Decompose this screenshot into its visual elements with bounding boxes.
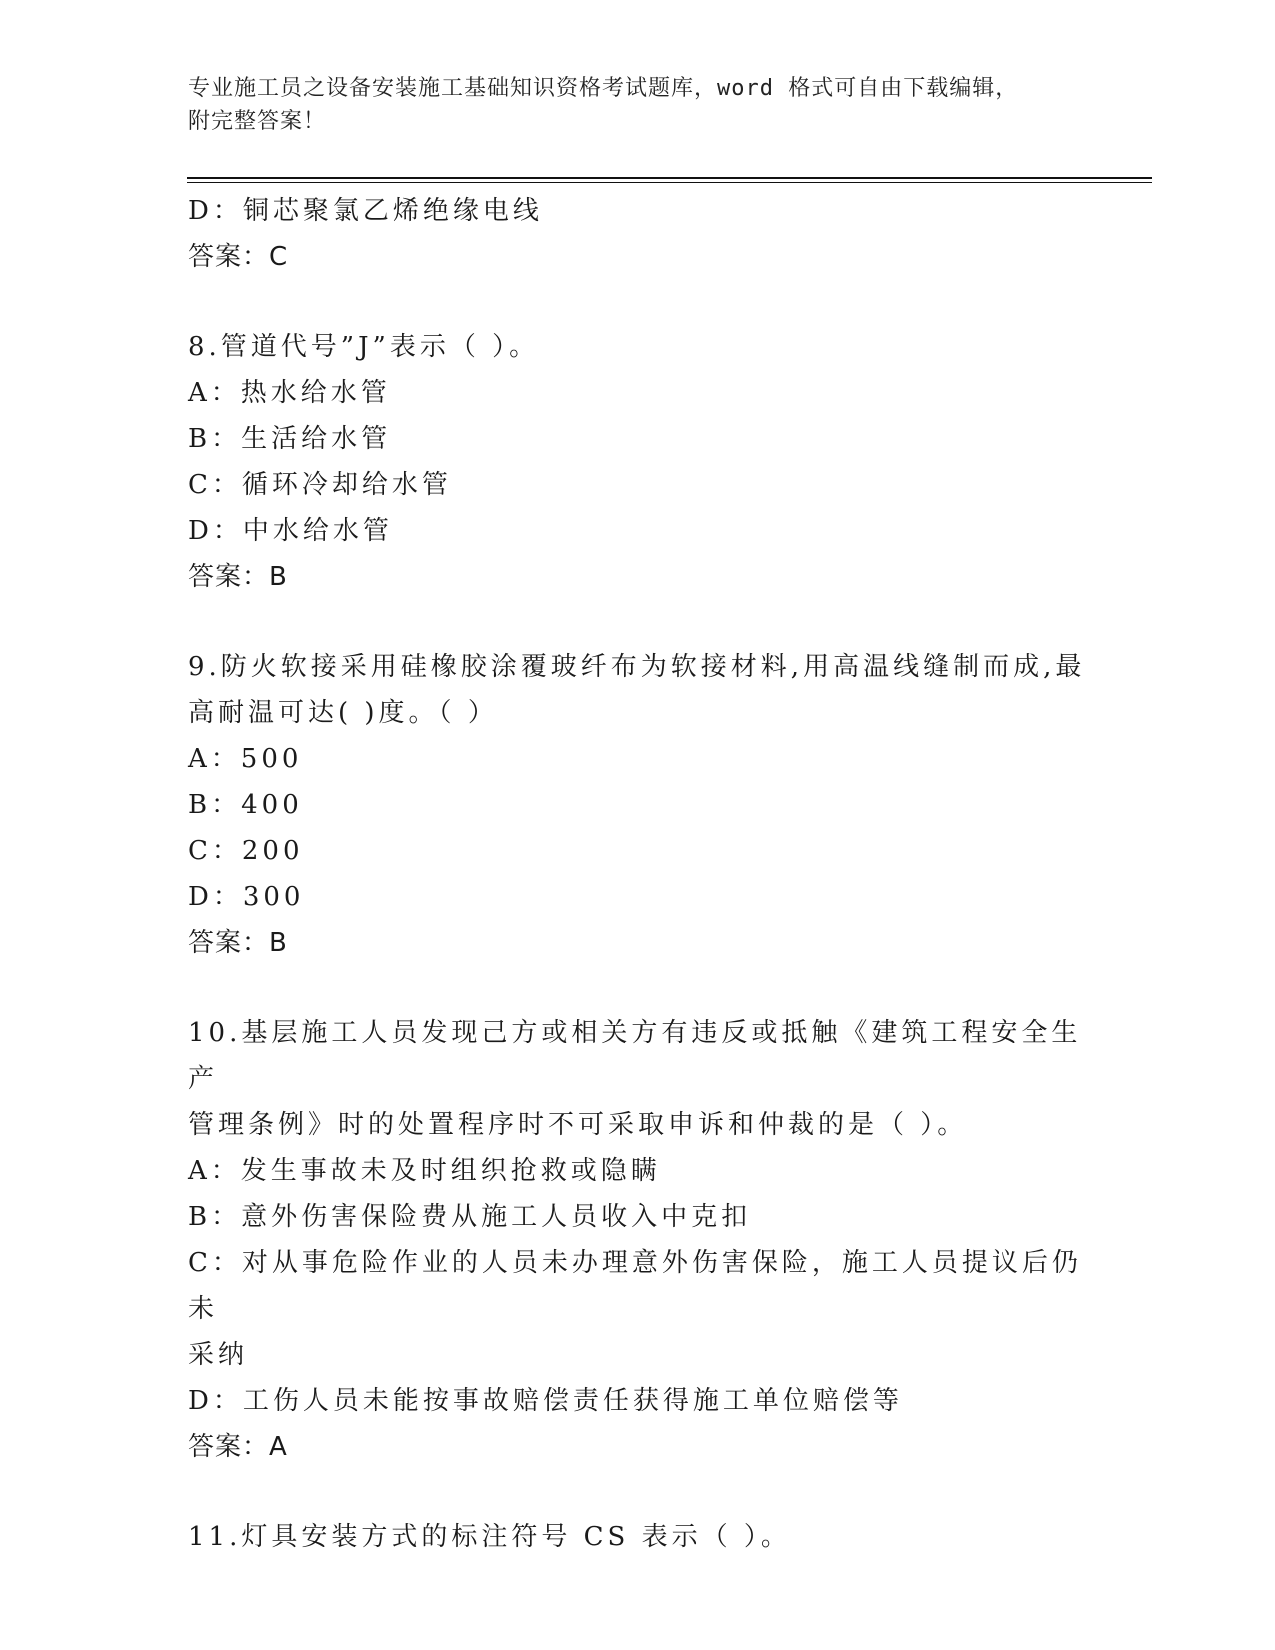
- q10-option-d: D：工伤人员未能按事故赔偿责任获得施工单位赔偿等: [188, 1386, 903, 1416]
- q10-option-c-line-1: C：对从事危险作业的人员未办理意外伤害保险，施工人员提议后仍未: [188, 1248, 1082, 1324]
- q10-option-b: B：意外伤害保险费从施工人员收入中克扣: [188, 1202, 752, 1232]
- question-11: [188, 1514, 1088, 1560]
- q9-option-a: A：500: [188, 744, 303, 774]
- q10-stem-line-2: 管理条例》时的处置程序时不可采取申诉和仲裁的是（ ）。: [188, 1110, 968, 1140]
- question-10: [188, 1010, 1088, 1470]
- question-7-tail: [188, 188, 1088, 280]
- question-8: [188, 324, 1088, 600]
- q8-option-c: C：循环冷却给水管: [188, 470, 452, 500]
- q10-option-c-line-2: 采纳: [188, 1340, 249, 1370]
- header-line-1: 专业施工员之设备安装施工基础知识资格考试题库，word 格式可自由下载编辑，: [188, 76, 1019, 101]
- q11-stem: 11.灯具安装方式的标注符号 CS 表示（ ）。: [188, 1522, 791, 1552]
- q10-answer: 答案：A: [188, 1432, 288, 1462]
- header-rule-thin: [187, 182, 1152, 183]
- q9-answer: 答案：B: [188, 928, 288, 958]
- q9-stem-line-1: 9.防火软接采用硅橡胶涂覆玻纤布为软接材料,用高温线缝制而成,最: [188, 652, 1086, 682]
- question-9: [188, 644, 1088, 966]
- q10-stem-line-1: 10.基层施工人员发现己方或相关方有违反或抵触《建筑工程安全生产: [188, 1018, 1082, 1094]
- q10-option-a: A：发生事故未及时组织抢救或隐瞒: [188, 1156, 661, 1186]
- document-header: [188, 72, 1088, 138]
- q8-answer: 答案：B: [188, 562, 288, 592]
- q9-option-c: C：200: [188, 836, 304, 866]
- header-line-2: 附完整答案！: [188, 109, 327, 134]
- question-content: [188, 188, 1088, 1560]
- q7-answer: 答案：C: [188, 242, 289, 272]
- q8-option-b: B：生活给水管: [188, 424, 392, 454]
- q8-option-a: A：热水给水管: [188, 378, 391, 408]
- q7-option-d: D：铜芯聚氯乙烯绝缘电线: [188, 196, 543, 226]
- q9-option-d: D：300: [188, 882, 305, 912]
- q9-option-b: B：400: [188, 790, 303, 820]
- q9-stem-line-2: 高耐温可达( )度。（ ）: [188, 698, 498, 728]
- q8-stem: 8.管道代号”J”表示（ ）。: [188, 332, 540, 362]
- header-rule-thick: [187, 177, 1152, 179]
- q8-option-d: D：中水给水管: [188, 516, 393, 546]
